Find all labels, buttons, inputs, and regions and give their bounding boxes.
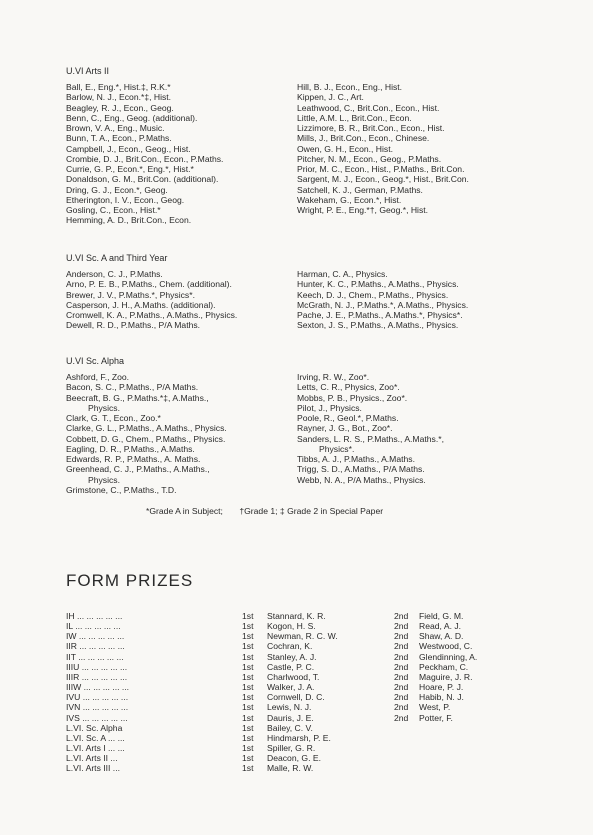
list-item: Hill, B. J., Econ., Eng., Hist. [297, 82, 403, 92]
list-item: Physics*. [319, 443, 355, 454]
list-item: Lizzimore, B. R., Brit.Con., Econ., Hist. [297, 123, 445, 133]
table-row [66, 723, 539, 733]
section-heading-sc-a: U.VI Sc. A and Third Year [66, 253, 168, 263]
list-item: Rayner, J. G., Bot., Zoo*. [297, 423, 393, 434]
footnote-grades-special: †Grade 1; ‡ Grade 2 in Special Paper [239, 506, 384, 516]
list-item: Etherington, I. V., Econ., Geog. [66, 194, 185, 205]
form-name: IIIR ... ... ... ... ... [66, 671, 128, 682]
second-place-winner [419, 763, 539, 773]
list-item: Irving, R. W., Zoo*. [297, 372, 370, 382]
second-place-winner: Potter, F. [419, 712, 453, 723]
second-place-label: 2nd [394, 621, 409, 632]
form-name: IW ... ... ... ... ... [66, 631, 125, 642]
list-item: Crombie, D. J., Brit.Con., Econ., P.Maths. [66, 153, 224, 164]
list-item: Leathwood, C., Brit.Con., Econ., Hist. [297, 102, 440, 113]
first-place-label: 1st [242, 661, 254, 672]
list-item: Donaldson, G. M., Brit.Con. (additional). [66, 174, 219, 185]
table-row [66, 611, 539, 621]
second-place-label: 2nd [394, 712, 409, 723]
list-item: Pitcher, N. M., Econ., Geog., P.Maths. [297, 153, 442, 164]
second-place-winner [419, 753, 539, 763]
second-place-label: 2nd [394, 682, 409, 693]
first-place-winner: Lewis, N. J. [267, 702, 312, 713]
section-heading-sc-alpha: U.VI Sc. Alpha [66, 356, 125, 366]
first-place-winner: Newman, R. C. W. [267, 631, 338, 642]
table-row [66, 672, 539, 682]
list-item: Eagling, D. R., P.Maths., A.Maths. [66, 443, 195, 454]
list-item: Ball, E., Eng.*, Hist.‡, R.K.* [66, 82, 171, 92]
list-item: Tibbs, A. J., P.Maths., A.Maths. [297, 454, 415, 464]
second-place-label: 2nd [394, 611, 409, 621]
table-row [66, 682, 539, 692]
list-item: Poole, R., Geol.*, P.Maths. [297, 413, 399, 423]
form-name: IVN ... ... ... ... ... [66, 702, 129, 713]
list-item: Webb, N. A., P/A Maths., Physics. [297, 474, 426, 485]
list-item: Currie, G. P., Econ.*, Eng.*, Hist.* [66, 164, 194, 174]
list-item: Benn, C., Eng., Geog. (additional). [66, 112, 198, 123]
first-place-label: 1st [242, 671, 254, 682]
second-place-winner: Peckham, C. [419, 661, 469, 672]
table-row [66, 743, 539, 753]
table-row [66, 733, 539, 743]
second-place-winner: Maguire, J. R. [419, 671, 473, 682]
sc-a-left-list [66, 269, 237, 331]
list-item: Wakeham, G., Econ.*, Hist. [297, 194, 402, 205]
first-place-label: 1st [242, 641, 254, 652]
first-place-winner: Stanley, A. J. [267, 651, 317, 662]
second-place-label: 2nd [394, 692, 409, 703]
list-item: Clarke, G. L., P.Maths., A.Maths., Physics. [66, 423, 227, 434]
list-item: Little, A.M. L., Brit.Con., Econ. [297, 112, 412, 123]
second-place-label [394, 763, 419, 773]
first-place-label: 1st [242, 702, 254, 713]
list-item: Arno, P. E. B., P.Maths., Chem. (additional). [66, 279, 232, 290]
list-item: Prior, M. C., Econ., Hist., P.Maths., Brit.Con. [297, 164, 465, 174]
first-place-winner: Bailey, C. V. [267, 722, 313, 733]
second-place-label: 2nd [394, 671, 409, 682]
list-item: Cromwell, K. A., P.Maths., A.Maths., Physics. [66, 310, 238, 320]
table-row [66, 621, 539, 631]
form-name: IVU ... ... ... ... ... [66, 692, 129, 703]
second-place-winner [419, 723, 539, 733]
list-item: Pache, J. E., P.Maths., A.Maths.*, Physics*. [297, 310, 463, 320]
form-name: IL ... ... ... ... ... [66, 621, 121, 632]
list-item: Sexton, J. S., P.Maths., A.Maths., Physics. [297, 320, 459, 331]
form-name: L.VI. Sc. Alpha [66, 722, 123, 733]
second-place-winner: Habib, N. J. [419, 692, 464, 703]
list-item: Wright, P. E., Eng.*†, Geog.*, Hist. [297, 205, 429, 215]
grade-footnote [146, 506, 397, 516]
list-item: Barlow, N. J., Econ.*‡, Hist. [66, 92, 172, 103]
list-item: Mills, J., Brit.Con., Econ., Chinese. [297, 133, 430, 144]
list-item: Physics. [88, 402, 120, 413]
form-name: IIIW ... ... ... ... ... [66, 682, 130, 693]
form-prizes-title: FORM PRIZES [66, 571, 194, 590]
list-item: Kippen, J. C., Art. [297, 92, 364, 103]
first-place-winner: Kogon, H. S. [267, 621, 316, 632]
table-row [66, 753, 539, 763]
table-row [66, 692, 539, 702]
second-place-winner: Westwood, C. [419, 641, 473, 652]
list-item: Hunter, K. C., P.Maths., A.Maths., Physics. [297, 279, 459, 290]
list-item: Cobbett, D. G., Chem., P.Maths., Physics. [66, 433, 226, 444]
list-item: Letts, C. R., Physics, Zoo*. [297, 382, 400, 393]
list-item: Bunn, T. A., Econ., P.Maths. [66, 133, 172, 144]
form-prizes-table [66, 611, 539, 774]
footnote-grade-a: *Grade A in Subject; [146, 506, 223, 516]
first-place-label: 1st [242, 692, 254, 703]
list-item: Mobbs, P. B., Physics., Zoo*. [297, 392, 408, 403]
table-row [66, 652, 539, 662]
first-place-label: 1st [242, 712, 254, 723]
first-place-label: 1st [242, 682, 254, 693]
list-item: Clark, G. T., Econ., Zoo.* [66, 413, 161, 423]
table-row [66, 713, 539, 723]
second-place-winner: Glendinning, A. [419, 651, 478, 662]
list-item: Edwards, R. P., P.Maths., A. Maths. [66, 454, 201, 464]
first-place-winner: Deacon, G. E. [267, 753, 321, 764]
first-place-winner: Malle, R. W. [267, 763, 314, 774]
first-place-winner: Castle, P. C. [267, 661, 315, 672]
form-name: L.VI. Sc. A ... ... [66, 732, 125, 743]
list-item: Grimstone, C., P.Maths., T.D. [66, 484, 177, 495]
second-place-label [394, 733, 419, 743]
form-name: IIR ... ... ... ... ... [66, 641, 125, 652]
second-place-label: 2nd [394, 702, 409, 713]
arts-ii-right-list [297, 82, 469, 215]
second-place-winner [419, 743, 539, 753]
second-place-winner: Hoare, P. J. [419, 682, 464, 693]
list-item: Dewell, R. D., P.Maths., P/A Maths. [66, 320, 201, 331]
list-item: Bacon, S. C., P.Maths., P/A Maths. [66, 382, 199, 393]
form-name: L.VI. Arts II ... [66, 753, 118, 764]
second-place-winner: Shaw, A. D. [419, 631, 464, 642]
first-place-label: 1st [242, 722, 254, 733]
second-place-winner: Field, G. M. [419, 611, 464, 621]
sc-a-right-list [297, 269, 468, 331]
list-item: Anderson, C. J., P.Maths. [66, 269, 163, 279]
first-place-winner: Charlwood, T. [267, 671, 320, 682]
second-place-label: 2nd [394, 631, 409, 642]
list-item: Hemming, A. D., Brit.Con., Econ. [66, 215, 192, 226]
list-item: Ashford, F., Zoo. [66, 372, 130, 382]
table-row [66, 662, 539, 672]
first-place-winner: Spiller, G. R. [267, 743, 316, 754]
form-name: L.VI. Arts III ... [66, 763, 120, 774]
first-place-winner: Stannard, K. R. [267, 611, 326, 621]
list-item: Sargent, M. J., Econ., Geog.*, Hist., Brit.Con. [297, 174, 469, 185]
first-place-label: 1st [242, 621, 254, 632]
list-item: Brewer, J. V., P.Maths.*, Physics*. [66, 289, 195, 300]
form-name: IH ... ... ... ... ... [66, 611, 123, 621]
second-place-label: 2nd [394, 661, 409, 672]
list-item: McGrath, N. J., P.Maths.*, A.Maths., Physics. [297, 299, 469, 310]
first-place-label: 1st [242, 631, 254, 642]
sc-alpha-left-list [66, 372, 227, 495]
table-row [66, 702, 539, 712]
list-item: Keech, D. J., Chem., P.Maths., Physics. [297, 289, 449, 300]
form-name: IIIU ... ... ... ... ... [66, 661, 128, 672]
first-place-label: 1st [242, 753, 254, 764]
list-item: Sanders, L. R. S., P.Maths., A.Maths.*, [297, 433, 444, 444]
list-item: Gosling, C., Econ., Hist.* [66, 205, 161, 215]
second-place-winner: Read, A. J. [419, 621, 462, 632]
list-item: Physics. [88, 474, 120, 485]
second-place-label: 2nd [394, 641, 409, 652]
second-place-winner [419, 733, 539, 743]
list-item: Harman, C. A., Physics. [297, 269, 388, 279]
first-place-label: 1st [242, 763, 254, 774]
list-item: Casperson, J. H., A.Maths. (additional). [66, 299, 216, 310]
first-place-label: 1st [242, 651, 254, 662]
arts-ii-left-list [66, 82, 223, 226]
section-heading-arts-ii: U.VI Arts II [66, 66, 110, 76]
first-place-winner: Hindmarsh, P. E. [267, 732, 331, 743]
sc-alpha-right-list [297, 372, 444, 485]
list-item: Greenhead, C. J., P.Maths., A.Maths., [66, 464, 210, 475]
list-item: Brown, V. A., Eng., Music. [66, 123, 165, 133]
second-place-label [394, 743, 419, 753]
first-place-winner: Cornwell, D. C. [267, 692, 325, 703]
first-place-label: 1st [242, 743, 254, 754]
first-place-winner: Walker, J. A. [267, 682, 315, 693]
list-item: Dring, G. J., Econ.*, Geog. [66, 184, 168, 195]
first-place-label: 1st [242, 611, 254, 621]
list-item: Campbell, J., Econ., Geog., Hist. [66, 143, 191, 154]
second-place-winner: West, P. [419, 702, 451, 713]
table-row [66, 641, 539, 651]
list-item: Satchell, K. J., German, P.Maths. [297, 184, 423, 195]
list-item: Trigg, S. D., A.Maths., P/A Maths. [297, 464, 425, 475]
list-item: Beecraft, B. G., P.Maths.*‡, A.Maths., [66, 392, 209, 403]
second-place-label: 2nd [394, 651, 409, 662]
list-item: Pilot, J., Physics. [297, 402, 362, 413]
second-place-label [394, 723, 419, 733]
first-place-winner: Cochran, K. [267, 641, 313, 652]
form-name: L.VI. Arts I ... ... [66, 743, 125, 754]
form-name: IVS ... ... ... ... ... [66, 712, 128, 723]
first-place-winner: Dauris, J. E. [267, 712, 314, 723]
list-item: Beagley, R. J., Econ., Geog. [66, 102, 174, 113]
second-place-label [394, 753, 419, 763]
form-name: IIT ... ... ... ... ... [66, 651, 124, 662]
first-place-label: 1st [242, 732, 254, 743]
table-row [66, 763, 539, 773]
list-item: Owen, G. H., Econ., Hist. [297, 143, 393, 154]
table-row [66, 631, 539, 641]
